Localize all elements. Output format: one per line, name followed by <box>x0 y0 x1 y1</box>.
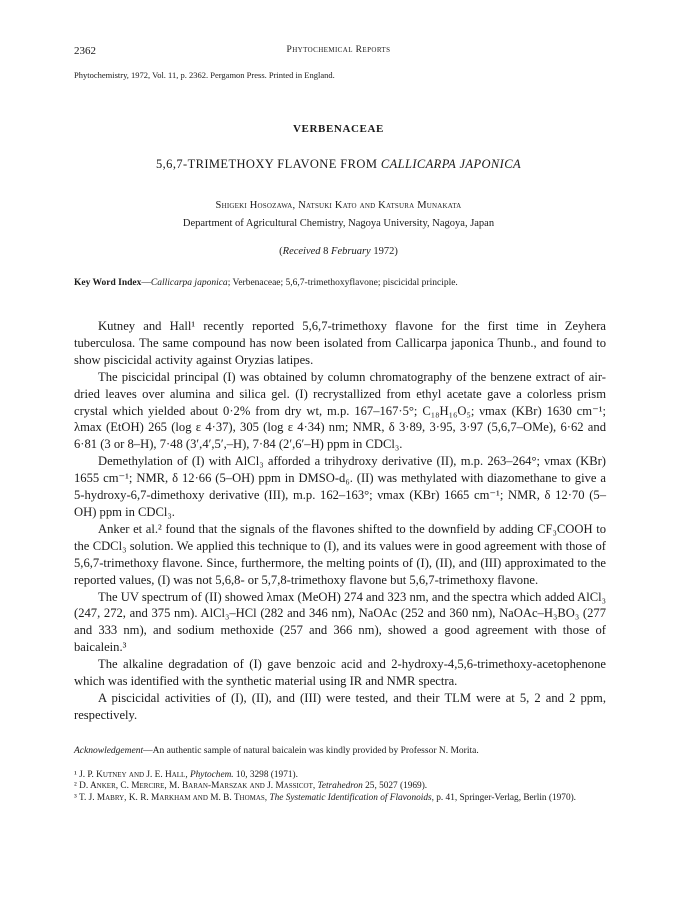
reference-authors: D. Anker, C. Mercire, M. Baran-Marszak and J. Massicot, <box>76 781 318 792</box>
reference-number: ³ <box>74 792 77 803</box>
reference-authors: T. J. Mabry, K. R. Markham and M. B. Thomas, <box>76 792 270 803</box>
section-heading: VERBENACEAE <box>293 123 384 135</box>
reference-journal: Tetrahedron <box>317 781 363 792</box>
acknowledgement <box>74 746 479 756</box>
reference-number: ¹ <box>74 770 77 780</box>
reference-journal: The Systematic Identification of Flavonoids <box>269 792 432 803</box>
reference-list <box>74 770 614 804</box>
article-body <box>74 318 606 724</box>
journal-citation: Phytochemistry, 1972, Vol. 11, p. 2362. Pergamon Press. Printed in England. <box>74 70 335 80</box>
page-number: 2362 <box>74 45 96 57</box>
paragraph-anker: Anker et al.² found that the signals of the flavones shifted to the downfield by adding CF₃COOH to the CDCl₃ solution. We applied this technique to (I), and its values were in good agreement with those of 5,6,7-trimethoxy flavone. Since, furthermore, the melting points of (I), (II), and (III) approximated to the reported values, (I) was not 5,6,8- or 5,7,8-trimethoxy flavone but 5,6,7-trimethoxy flavone. <box>74 521 606 587</box>
keyword-index <box>74 278 458 288</box>
reference-item <box>74 793 614 804</box>
paragraph-degradation: The alkaline degradation of (I) gave benzoic acid and 2-hydroxy-4,5,6-trimethoxy-acetophenone which was identified with the synthetic material using IR and NMR spectra. <box>74 657 606 689</box>
reference-item <box>74 770 614 781</box>
reference-details: , p. 41, Springer-Verlag, Berlin (1970). <box>431 792 577 803</box>
keywords-dash: — <box>141 278 151 288</box>
article-title <box>0 157 677 172</box>
reference-item <box>74 781 614 792</box>
running-head: Phytochemical Reports <box>286 45 391 55</box>
paragraph-piscicidal: A piscicidal activities of (I), (II), and (III) were tested, and their TLM were at 5, 2 and 2 ppm, respectively. <box>74 690 606 722</box>
received-day: 8 <box>320 246 332 257</box>
keywords-label: Key Word Index <box>74 278 142 288</box>
reference-number: ² <box>74 781 77 792</box>
received-month: February <box>331 246 371 257</box>
acknowledgement-text: —An authentic sample of natural baicalein was kindly provided by Professor N. Morita. <box>143 746 479 756</box>
keywords-rest: ; Verbenaceae; 5,6,7-trimethoxyflavone; piscicidal principle. <box>227 278 458 288</box>
paragraph-uv-spectrum: The UV spectrum of (II) showed λmax (MeOH) 274 and 323 nm, and the spectra which added AlCl₃ (247, 272, and 375 nm). AlCl₃–HCl (282 and 346 nm), NaOAc (252 and 360 nm), NaOAc–H₃BO₃ (277 and 333 nm), and sodium methoxide (257 and 366 nm), showed a good agreement with those of baicalein.³ <box>74 589 606 655</box>
received-date <box>0 246 677 257</box>
reference-details: 10, 3298 (1971). <box>233 770 298 780</box>
reference-journal: Phytochem. <box>189 770 234 780</box>
received-label: Received <box>282 246 321 257</box>
paragraph-isolation: The piscicidal principal (I) was obtained by column chromatography of the benzene extract of air-dried leaves over alumina and silica gel. (I) recrystallized from ethyl acetate gave a colorless prism crystal which yielded about 0·2% from dry wt, m.p. 167–167·5°; C₁₈H₁₆O₅; νmax (KBr) 1630 cm⁻¹; λmax (EtOH) 265 (log ε 4·37), 305 (log ε 4·34) nm; NMR, δ 3·89, 3·95, 3·97 (5,6,7–OMe), 6·62 and 6·81 (3 or 8–H), 7·48 (3′,4′,5′,–H), 7·84 (2′,6′–H) ppm in CDCl₃. <box>74 369 606 452</box>
title-main: 5,6,7-TRIMETHOXY FLAVONE FROM <box>156 157 381 171</box>
paragraph-intro: Kutney and Hall¹ recently reported 5,6,7-trimethoxy flavone for the first time in Zeyhera tuberculosa. The same compound has now been isolated from Callicarpa japonica Thunb., and found to show piscicidal activity against Oryzias latipes. <box>74 319 606 367</box>
keywords-species: Callicarpa japonica <box>150 278 228 288</box>
received-paren: ( <box>279 246 283 257</box>
author-list: Shigeki Hosozawa, Natsuki Kato and Katsura Munakata <box>215 200 462 211</box>
reference-details: 25, 5027 (1969). <box>362 781 428 792</box>
acknowledgement-label: Acknowledgement <box>74 746 144 756</box>
title-species: CALLICARPA JAPONICA <box>380 157 521 171</box>
paragraph-demethylation: Demethylation of (I) with AlCl₃ afforded a trihydroxy derivative (II), m.p. 263–264°; νmax (KBr) 1655 cm⁻¹; NMR, δ 12·66 (5–OH) ppm in DMSO-d₆. (II) was methylated with diazomethane to give a 5-hydroxy-6,7-dimethoxy derivative (III), m.p. 162–163°; νmax (KBr) 1665 cm⁻¹; NMR, δ 12·70 (5–OH) ppm in CDCl₃. <box>74 454 606 519</box>
affiliation: Department of Agricultural Chemistry, Nagoya University, Nagoya, Japan <box>182 218 495 229</box>
received-year: 1972) <box>370 246 398 257</box>
reference-authors: J. P. Kutney and J. E. Hall, <box>76 770 190 780</box>
